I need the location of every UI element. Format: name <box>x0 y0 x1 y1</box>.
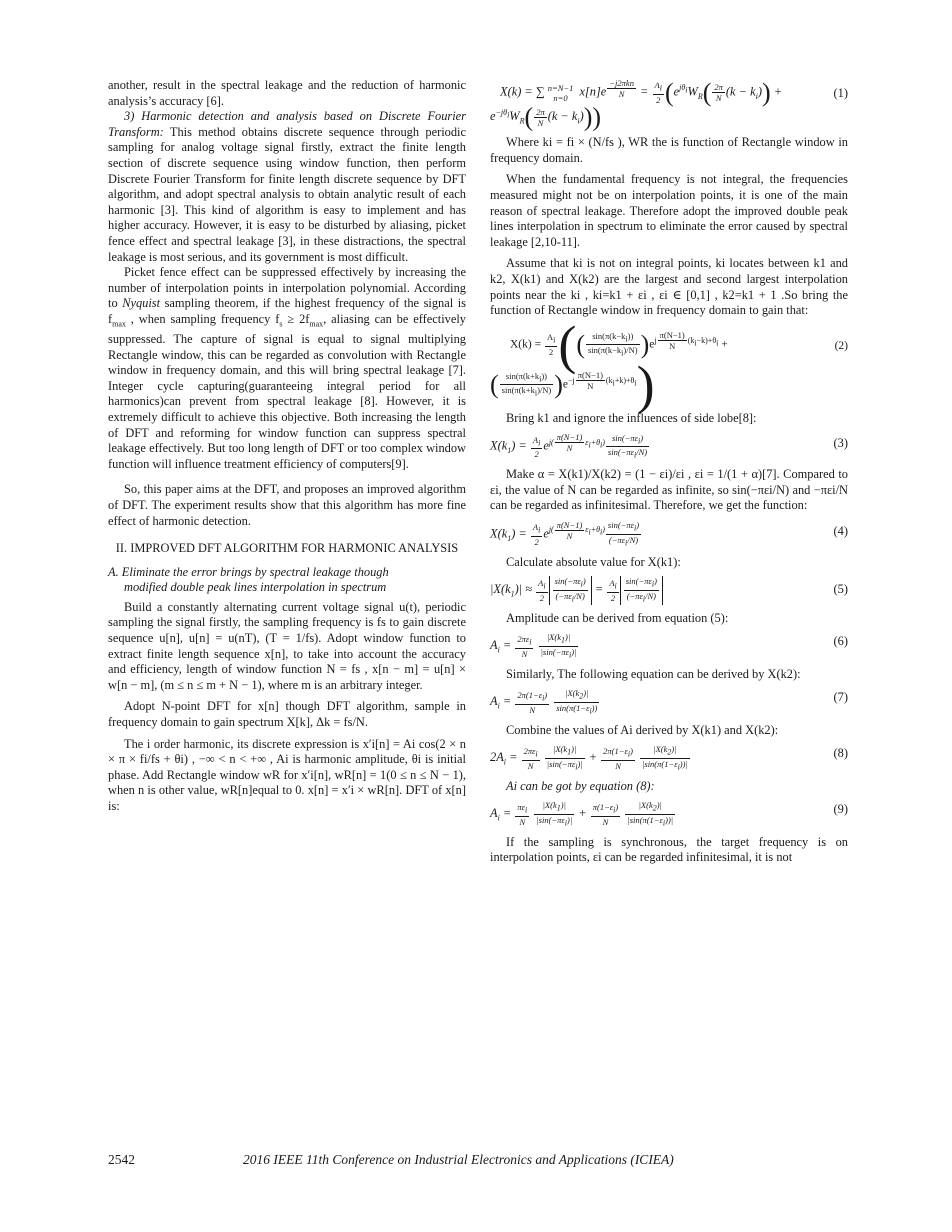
paragraph-make: Make α = X(k1)/X(k2) = (1 − εi)/εi , εi = 1/(1 + α)[7]. Compared to εi, the value of N can be regarded as infinite, so sin(−πεi/N) and −πεi/N can be regarded as infinitesimal. Therefore, we get the function: <box>490 467 848 513</box>
paragraph-assume: Assume that ki is not on integral points, ki locates between k1 and k2, X(k1) and X(k2) are the largest and second largest interpolation points near the ki , ki=k1 + εi , εi ∈ [0,1] , k2=k1 + 1 .So bring the function of Rectangle window in frequency domain to gain that: <box>490 256 848 318</box>
paragraph-combine: Combine the values of Ai derived by X(k1) and X(k2): <box>506 722 779 737</box>
paragraph-picket-fence <box>108 265 466 472</box>
paragraph-where: Where ki = fi × (N/fs ), WR the is function of Rectangle window in frequency domain. <box>490 135 848 165</box>
paragraph-similarly: Similarly, The following equation can be derived by X(k2): <box>506 666 801 681</box>
subscript: s <box>279 319 283 329</box>
left-column <box>108 78 466 815</box>
paragraph-harmonic: The i order harmonic, its discrete expression is x′i[n] = Ai cos(2 × n × π × fi/fs + θi) , −∞ < n < +∞ , Ai is harmonic amplitude, θi is initial phase. Add Rectangle window wR for x′i[n], wR[n] = 1(0 ≤ n ≤ N − 1), when n is other value, wR[n]equal to 0. x[n] = x′i × wR[n]. DFT of x[n] is: <box>108 736 466 813</box>
equation-number: (7) <box>833 690 848 705</box>
paragraph-dft-method <box>108 109 466 265</box>
text-run: Picket fence effect can be suppressed effectively by increasing the number of interpolation points in interpolation polynomial. According to <box>108 265 466 311</box>
paragraph-aim: So, this paper aims at the DFT, and proposes an improved algorithm of DFT. The experiment results show that this algorithm has more fine effect of harmonic detection. <box>108 482 466 528</box>
right-column <box>490 78 848 866</box>
paragraph-body: This method obtains discrete sequence through periodic sampling for analog voltage signal firstly, extract the finite length section of discrete sequence using window function, then perform Discrete Fourier Transform for finite length discrete sequence by DFT algorithm, and adopt spectral analysis to obtain analytic result of each harmonic [3]. This kind of algorithm is easy to implement and has higher accuracy. However, it is easy to be disturbed by aliasing, picket fence effect and spectral leakage [3], in these distractions, the spectral leakage is most serious, and its government is most difficult. <box>108 124 466 264</box>
paragraph-n-point: Adopt N-point DFT for x[n] though DFT algorithm, sample in frequency domain to gain spectrum X[k], Δk = fs/N. <box>108 699 466 730</box>
equation-number: (5) <box>833 582 848 597</box>
equation-4: $X(k_1)$ = $\frac{A_i}{2}$ $e^{j( \frac{\pi(N-1)}{N} \varepsilon_i+\theta_i)}$ $\frac{\sin(-\pi\varepsilon_i)}{(-\pi\varepsilon_i/N)}$ (4) <box>490 519 848 548</box>
text-run: , aliasing can be effectively suppressed. The capture of signal is equal to signal multiplying Rectangle window, this can be regarded as convolution with Rectangle window in frequency domain, and this will bring spectral leakage [7]. Integer cycle capturing(guaranteeing integral period for all harmonics)can prevent from spectral leakage [8]. However, it is extremely difficult to achieve this objective. Both increasing the length of DFT and reforming for window function can suppress spectral leakage effectively. But too long length of DFT or too complex window function will influence treatment efficiency of computers[9]. <box>108 311 466 471</box>
subsection-line-1: A. Eliminate the error brings by spectral leakage though <box>108 564 389 579</box>
paragraph-calc: Calculate absolute value for X(k1): <box>506 554 681 569</box>
text-run-italic: Nyquist <box>122 296 161 311</box>
paragraph-heading: 3) Harmonic detection and analysis based on Discrete Fourier Transform: <box>108 109 466 139</box>
equation-number: (6) <box>833 634 848 649</box>
subsection-heading <box>108 565 466 596</box>
equation-number: (4) <box>833 523 848 538</box>
text-run: , when sampling frequency f <box>125 311 280 326</box>
subscript: max <box>309 319 324 329</box>
equation-6: $A_i$ = $\frac{2\pi\varepsilon_i}{N}$ $\frac{|X(k_1)|}{|\sin(-\pi\varepsilon_i)|}$ (6) <box>490 632 848 660</box>
paragraph-amplitude: Amplitude can be derived from equation (5): <box>506 610 729 625</box>
paragraph-got: Ai can be got by equation (8): <box>506 778 655 793</box>
equation-7: $A_i$ = $\frac{2\pi(1-\varepsilon_i)}{N}$ $\frac{|X(k_2)|}{\sin(\pi(1-\varepsilon_i))}$ (7) <box>490 688 848 716</box>
paragraph-signal: Build a constantly alternating current voltage signal u(t), periodic sampling the signal firstly, the sampling frequency is fs to gain discrete sequence u[n], u[n] = u(nT), (T = 1/fs). Adopt window function to extract finite length sequence x[n], to take into account the accuracy and efficiency, length of window function N = fs , x[n − m] = u[n] × w[n − m], (m ≤ n ≤ m + N − 1), where m is an arbitrary integer. <box>108 599 466 692</box>
equation-number: (9) <box>833 802 848 817</box>
paragraph-fundamental: When the fundamental frequency is not integral, the frequencies measured might not be on interpolation points, it is one of the main reason of spectral leakage. Therefore adopt the improved double peak lines interpolation in spectrum to eliminate the error caused by spectral leakage [2,10-11]. <box>490 172 848 249</box>
equation-3: $X(k_1)$ = $\frac{A_i}{2}$ $e^{j( \frac{\pi(N-1)}{N} \varepsilon_i+\theta_i)}$ $\frac{\sin(-\pi\varepsilon_i)}{\sin(-\pi\varepsilon_i/N)}$ (3) <box>490 432 848 461</box>
equation-number: (3) <box>833 436 848 451</box>
page-number: 2542 <box>108 1152 135 1167</box>
equation-8: $2A_i$ = $\frac{2\pi\varepsilon_i}{N}$ $\frac{|X(k_1)|}{|\sin(-\pi\varepsilon_i)|}$ + $\frac{2\pi(1-\varepsilon_i)}{N}$ $\frac{|X(k_2)|}{|\sin(\pi(1-\varepsilon_i))|}$ (8) <box>490 744 848 772</box>
subscript: max <box>112 319 126 329</box>
paragraph-bring: Bring k1 and ignore the influences of side lobe[8]: <box>506 410 757 425</box>
text-run: sampling theorem, if the highest frequency of the signal is f <box>108 296 466 326</box>
equation-number: (8) <box>833 746 848 761</box>
subsection-line-2: modified double peak lines interpolation in spectrum <box>124 580 387 595</box>
conference-name: 2016 IEEE 11th Conference on Industrial Electronics and Applications (ICIEA) <box>243 1152 674 1167</box>
equation-5: $|X(k_1)|$ ≈ $\frac{A_i}{2}$ $\frac{\sin(-\pi\varepsilon_i)}{(-\pi\varepsilon_i/N)}$ = $\frac{A_i}{2}$ $\frac{\sin(-\pi\varepsilon_i)}{(-\pi\varepsilon_i/N)}$ (5) <box>490 576 848 604</box>
paragraph-synchronous: If the sampling is synchronous, the target frequency is on interpolation points, εi can be regarded infinitesimal, it is not <box>490 834 848 865</box>
paragraph-continuation: another, result in the spectral leakage and the reduction of harmonic analysis’s accuracy [6]. <box>108 78 466 108</box>
text-run: ≥ 2f <box>282 311 310 326</box>
section-heading: II. IMPROVED DFT ALGORITHM FOR HARMONIC ANALYSIS <box>115 541 459 556</box>
equation-2: X(k) = $\frac{A_i}{2}$ (( $\frac{\sin(\pi(k-k_i))}{\sin(\pi(k-k_i)/N)}$ )$e^{j \frac{\pi(N-1)}{N} (k_i-k)+\theta_i}$ + ( $\frac{\sin(\pi(k+k_i))}{\sin(\pi(k+k_i)/N)}$ )$e^{-j \frac{\pi(N-1)}{N} (k_i+k)+\theta_i}$) (2) <box>490 314 848 415</box>
equation-9: $A_i$ = $\frac{\pi\varepsilon_i}{N}$ $\frac{|X(k_1)|}{|\sin(-\pi\varepsilon_i)|}$ + $\frac{\pi(1-\varepsilon_i)}{N}$ $\frac{|X(k_2)|}{|\sin(\pi(1-\varepsilon_i))|}$ (9) <box>490 800 848 828</box>
equation-1: X(k) = ∑ n=N−1 n=0 x[n]e $^{\frac{\text{−j2πkn}}{N}}$ = $\frac{A_i}{2}$ ($e^{j\theta_i}W_R$( $\frac{2\pi}{N}$ $(k - k_i)$) + $e^{-j\theta_i}W_R$( $\frac{2\pi}{N}$ $(k - k_i)$)) (1) <box>490 77 848 132</box>
equation-number: (2) <box>834 339 848 352</box>
equation-number: (1) <box>833 86 848 100</box>
